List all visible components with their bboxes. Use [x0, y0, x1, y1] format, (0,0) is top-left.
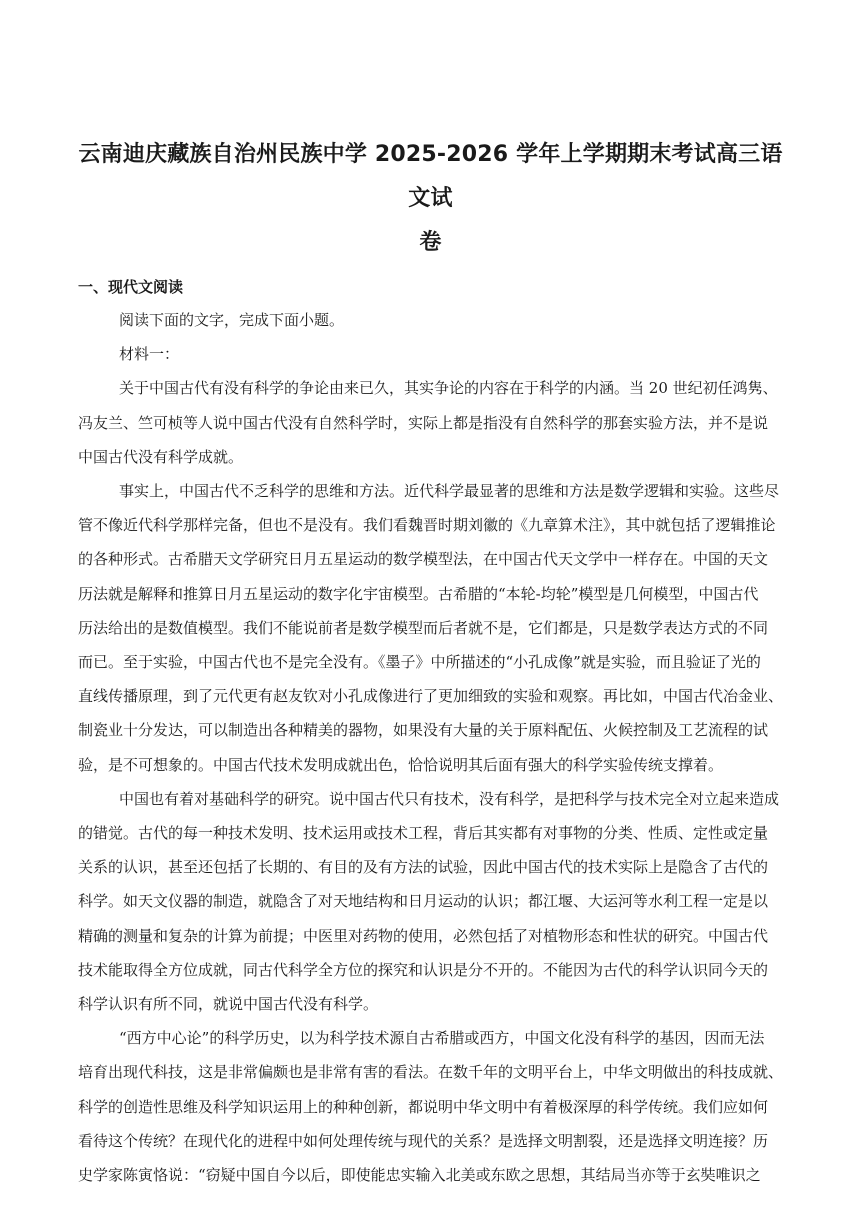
text-line: “西方中心论”的科学历史，以为科学技术源自古希腊或西方，中国文化没有科学的基因，因而无法 — [119, 1029, 765, 1048]
text-line: 科学。如天文仪器的制造，就隐含了对天地结构和日月运动的认识；都江堰、大运河等水利工程一定是以 — [78, 892, 769, 911]
title-line-2: 卷 — [419, 230, 442, 255]
text-line: 科学认识有所不同，就说中国古代没有科学。 — [78, 995, 379, 1014]
title-line-1: 云南迪庆藏族自治州民族中学 2025-2026 学年上学期期末考试高三语文试 — [78, 142, 783, 211]
paragraph-1 — [78, 371, 783, 474]
text-line: 制瓷业十分发达，可以制造出各种精美的器物，如果没有大量的关于原料配伍、火候控制及工艺流程的试 — [78, 721, 769, 740]
text-line: 关于中国古代有没有科学的争论由来已久，其实争论的内容在于科学的内涵。当 20 世纪初任鸿隽、 — [119, 379, 778, 398]
material-label: 材料一： — [119, 345, 180, 364]
text-line: 看待这个传统？在现代化的进程中如何处理传统与现代的关系？是选择文明割裂，还是选择文明连接？历 — [78, 1131, 769, 1150]
text-line: 培育出现代科技，这是非常偏颇也是非常有害的看法。在数千年的文明平台上，中华文明做出的科技成就、 — [78, 1063, 783, 1082]
text-line: 科学的创造性思维及科学知识运用上的种种创新，都说明中华文明中有着极深厚的科学传统。我们应如何 — [78, 1097, 769, 1116]
text-line: 冯友兰、竺可桢等人说中国古代没有自然科学时，实际上都是指没有自然科学的那套实验方法，并不是说 — [78, 413, 769, 432]
paragraph-2 — [78, 474, 783, 782]
text-line: 管不像近代科学那样完备，但也不是没有。我们看魏晋时期刘徽的《九章算术注》，其中就包括了逻辑推论 — [78, 516, 776, 535]
text-line: 技术能取得全方位成就，同古代科学全方位的探究和认识是分不开的。不能因为古代的科学认识同今天的 — [78, 960, 769, 979]
text-line: 中国也有着对基础科学的研究。说中国古代只有技术，没有科学，是把科学与技术完全对立起来造成 — [119, 789, 780, 808]
section-heading: 一、现代文阅读 — [78, 278, 184, 296]
paragraph-3 — [78, 782, 783, 1021]
document-title — [78, 0, 783, 265]
instruction-text: 阅读下面的文字，完成下面小题。 — [119, 311, 345, 329]
text-line: 历法给出的是数值模型。我们不能说前者是数学模型而后者就不是，它们都是，只是数学表达方式的不同 — [78, 618, 769, 637]
text-line: 验，是不可想象的。中国古代技术发明成就出色，恰恰说明其后面有强大的科学实验传统支撑着。 — [78, 755, 724, 774]
text-line: 的各种形式。古希腊天文学研究日月五星运动的数学模型法，在中国古代天文学中一样存在。中国的天文 — [78, 550, 769, 569]
paragraph-4 — [78, 1021, 783, 1192]
text-line: 关系的认识，甚至还包括了长期的、有目的及有方法的试验，因此中国古代的技术实际上是隐含了古代的 — [78, 858, 769, 877]
text-line: 的错觉。古代的每一种技术发明、技术运用或技术工程，背后其实都有对事物的分类、性质、定性或定量 — [78, 824, 769, 843]
text-line: 史学家陈寅恪说：“窃疑中国自今以后，即使能忠实输入北美或东欧之思想，其结局当亦等于玄奘唯识之 — [78, 1166, 761, 1185]
text-line: 精确的测量和复杂的计算为前提；中医里对药物的使用，必然包括了对植物形态和性状的研究。中国古代 — [78, 926, 769, 945]
text-line: 历法就是解释和推算日月五星运动的数字化宇宙模型。古希腊的“本轮-均轮”模型是几何模型，中国古代 — [78, 584, 759, 603]
text-line: 中国古代没有科学成就。 — [78, 447, 244, 466]
text-line: 直线传播原理，到了元代更有赵友钦对小孔成像进行了更加细致的实验和观察。再比如，中国古代冶金业、 — [78, 687, 783, 706]
text-line: 事实上，中国古代不乏科学的思维和方法。近代科学最显著的思维和方法是数学逻辑和实验。这些尽 — [119, 482, 780, 501]
text-line: 而已。至于实验，中国古代也不是完全没有。《墨子》中所描述的“小孔成像”就是实验，而且验证了光的 — [78, 653, 761, 672]
